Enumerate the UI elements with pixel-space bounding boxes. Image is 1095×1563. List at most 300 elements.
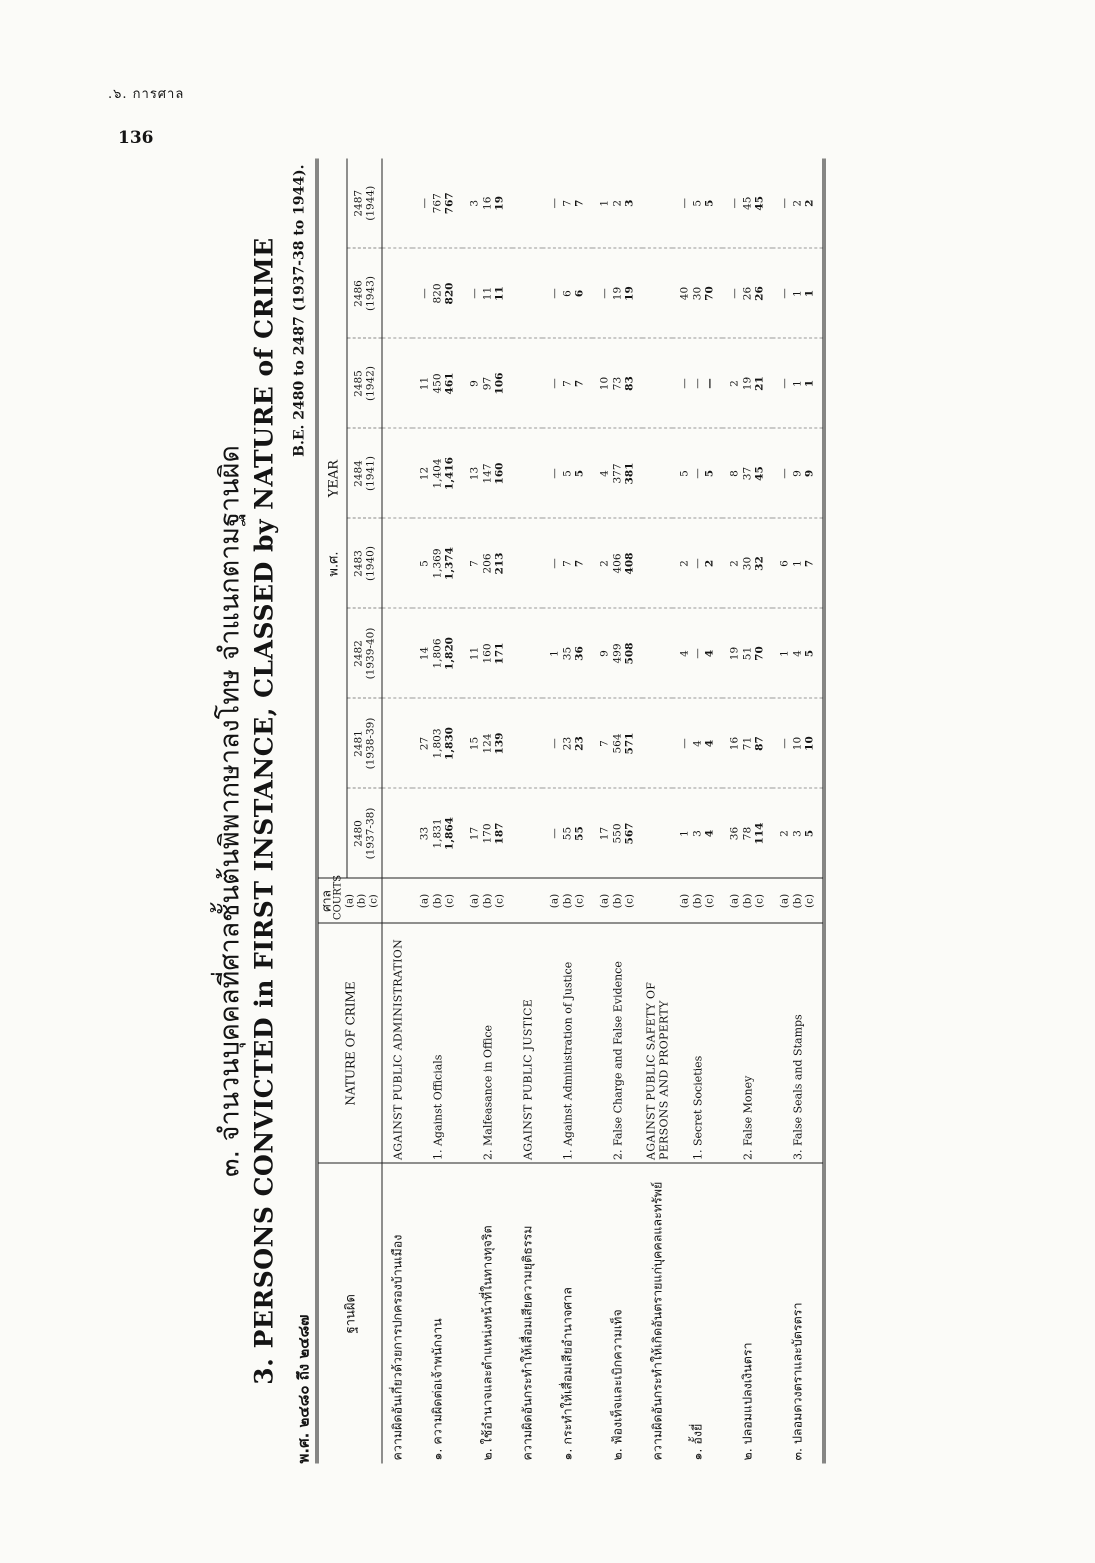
value-a: 7 <box>468 560 481 567</box>
value-a: 9 <box>598 650 611 657</box>
value-total: 45 <box>753 466 766 481</box>
year-be: 2483 <box>352 550 365 577</box>
table-row <box>723 159 773 1464</box>
value-a: 3 <box>468 199 481 207</box>
value-total: 10 <box>803 736 816 751</box>
value-b: 4 <box>791 650 804 657</box>
year-header <box>347 159 382 249</box>
value-b: 19 <box>611 286 624 301</box>
court-codes <box>513 879 543 924</box>
value-cell <box>593 519 643 609</box>
value-b: 1 <box>791 290 804 297</box>
value-b: 2 <box>611 199 624 207</box>
value-cell <box>382 519 413 609</box>
value-a: 27 <box>418 736 431 751</box>
crime-english-name: 1. Against Officials <box>413 924 463 1164</box>
value-a: 1 <box>778 650 791 657</box>
value-cell <box>463 699 513 789</box>
value-a: 1 <box>678 830 691 837</box>
value-cell <box>593 609 643 699</box>
running-header: .๖. การศาล <box>108 87 185 102</box>
value-a: 8 <box>728 470 741 477</box>
value-cell <box>513 159 543 249</box>
value-a: 33 <box>418 826 431 841</box>
year-ce: (1942) <box>364 366 377 401</box>
value-cell <box>723 789 773 879</box>
value-total: 7 <box>573 379 586 388</box>
value-cell <box>413 789 463 879</box>
value-b: — <box>691 378 704 389</box>
value-cell <box>513 699 543 789</box>
value-cell <box>513 789 543 879</box>
value-cell <box>543 339 593 429</box>
value-b: 147 <box>481 463 494 484</box>
header-thai-col: ฐานผิด <box>317 1164 382 1464</box>
value-a: — <box>778 288 791 299</box>
value-cell <box>723 339 773 429</box>
value-total: 55 <box>573 826 586 841</box>
value-b: 2 <box>791 199 804 207</box>
value-total: 5 <box>803 649 816 658</box>
title-thai: ๓. จำนวนบุคคลที่ศาลชั้นต้นพิพากษาลงโทษ จำแนกตามฐานผิด <box>214 445 246 1177</box>
value-a: — <box>548 558 561 569</box>
value-cell <box>673 339 723 429</box>
value-b: 406 <box>611 553 624 574</box>
value-a: 5 <box>678 470 691 477</box>
value-cell <box>513 339 543 429</box>
value-a: — <box>418 288 431 299</box>
value-cell <box>723 519 773 609</box>
value-a: 11 <box>418 376 431 391</box>
value-b: 3 <box>691 830 704 837</box>
crime-table <box>316 159 826 1464</box>
table-row <box>773 159 825 1464</box>
value-total: 21 <box>753 376 766 391</box>
value-a: 13 <box>468 466 481 481</box>
value-total: 5 <box>703 469 716 478</box>
value-total: 19 <box>623 286 636 301</box>
value-b: 4 <box>691 740 704 747</box>
value-total: 19 <box>493 195 506 211</box>
year-be: 2484 <box>352 460 365 487</box>
table-row <box>673 159 723 1464</box>
crime-english-name: 2. False Charge and False Evidence <box>593 924 643 1164</box>
value-cell <box>413 519 463 609</box>
value-b: 6 <box>561 290 574 297</box>
value-total: 106 <box>493 372 506 395</box>
value-cell <box>673 609 723 699</box>
value-b: 30 <box>741 556 754 571</box>
crime-english-name: 2. Malfeasance in Office <box>463 924 513 1164</box>
value-cell <box>463 159 513 249</box>
value-total: 32 <box>753 556 766 571</box>
value-cell <box>673 789 723 879</box>
value-total: 5 <box>573 469 586 478</box>
year-header <box>347 789 382 879</box>
value-cell <box>463 339 513 429</box>
court-codes <box>643 879 673 924</box>
value-cell <box>413 339 463 429</box>
court-codes: (a) (b) (c) <box>673 879 723 924</box>
value-total: — <box>703 378 716 389</box>
value-total: 381 <box>623 462 636 485</box>
value-cell <box>543 699 593 789</box>
period-thai: พ.ศ. ๒๔๘๐ ถึง ๒๔๘๗ <box>294 1314 313 1464</box>
crime-english-name: 1. Secret Societies <box>673 924 723 1164</box>
value-b: 7 <box>561 560 574 567</box>
value-cell <box>513 249 543 339</box>
value-cell <box>593 429 643 519</box>
value-total: 5 <box>803 829 816 838</box>
value-total: 160 <box>493 462 506 485</box>
value-cell <box>593 339 643 429</box>
value-total: 171 <box>493 642 506 665</box>
crime-thai-name: ๑. กระทำให้เสื่อมเสียอำนาจศาล <box>543 1164 593 1464</box>
value-cell <box>593 159 643 249</box>
value-b: 499 <box>611 643 624 664</box>
year-ce: (1940) <box>364 546 377 581</box>
year-be: 2487 <box>352 189 365 217</box>
crime-thai-name: ความผิดอันเกี่ยวด้วยการปกครองบ้านเมือง <box>382 1164 413 1464</box>
value-cell <box>673 249 723 339</box>
crime-english-name: 2. False Money <box>723 924 773 1164</box>
value-total: 139 <box>493 732 506 755</box>
year-ce: (1937-38) <box>364 807 377 860</box>
year-header <box>347 519 382 609</box>
crime-english-name: AGAINST PUBLIC JUSTICE <box>513 924 543 1164</box>
value-a: 15 <box>468 736 481 751</box>
page-number: 136 <box>118 128 154 148</box>
year-ce: (1939-40) <box>364 627 377 680</box>
value-total: 7 <box>573 199 586 207</box>
crime-thai-name: ๓. ปลอมดวงตราและบัตรตรา <box>773 1164 825 1464</box>
value-total: 9 <box>803 469 816 478</box>
value-b: 1,806 <box>431 638 444 669</box>
value-total: 87 <box>753 736 766 751</box>
value-a: 17 <box>468 826 481 841</box>
value-cell <box>463 429 513 519</box>
court-codes: (a) (b) (c) <box>543 879 593 924</box>
crime-thai-name: ๒. ฟ้องเท็จและเบิกความเท็จ <box>593 1164 643 1464</box>
value-b: 9 <box>791 470 804 477</box>
value-total: 820 <box>443 282 456 305</box>
value-total: 70 <box>753 646 766 661</box>
value-total: 213 <box>493 552 506 575</box>
value-cell <box>543 519 593 609</box>
courts-english: COURTS <box>332 874 343 920</box>
court-codes: (a) (b) (c) <box>463 879 513 924</box>
value-a: 7 <box>598 740 611 747</box>
value-total: 187 <box>493 822 506 845</box>
rotated-table-page <box>206 159 966 1464</box>
table-row <box>593 159 643 1464</box>
value-a: — <box>548 738 561 749</box>
value-a: 1 <box>548 650 561 657</box>
category-row <box>513 159 543 1464</box>
year-group-thai: พ.ศ. <box>326 551 341 577</box>
value-total: 1 <box>803 379 816 388</box>
value-a: — <box>548 378 561 389</box>
value-cell <box>643 339 673 429</box>
value-cell <box>643 789 673 879</box>
value-b: 5 <box>561 470 574 477</box>
value-b: — <box>691 468 704 479</box>
value-b: 78 <box>741 826 754 841</box>
value-cell <box>382 609 413 699</box>
year-ce: (1944) <box>364 185 377 221</box>
value-a: — <box>548 828 561 839</box>
crime-english-name: 3. False Seals and Stamps <box>773 924 825 1164</box>
value-a: — <box>728 198 741 209</box>
value-total: 571 <box>623 732 636 755</box>
value-cell <box>513 429 543 519</box>
value-b: 35 <box>561 646 574 661</box>
year-be: 2485 <box>352 370 365 397</box>
value-b: 71 <box>741 736 754 751</box>
value-b: 19 <box>741 376 754 391</box>
value-cell <box>643 699 673 789</box>
value-b: 30 <box>691 286 704 301</box>
value-a: 2 <box>778 830 791 837</box>
value-total: 4 <box>703 739 716 748</box>
value-cell <box>543 159 593 249</box>
year-ce: (1941) <box>364 456 377 491</box>
value-cell <box>382 249 413 339</box>
value-a: 9 <box>468 380 481 387</box>
value-total: 2 <box>803 199 816 207</box>
value-a: 19 <box>728 646 741 661</box>
value-a: 10 <box>598 376 611 391</box>
value-b: 7 <box>561 380 574 387</box>
year-header <box>347 249 382 339</box>
value-b: 767 <box>431 193 444 214</box>
value-cell <box>513 519 543 609</box>
value-total: 7 <box>573 559 586 568</box>
value-b: 124 <box>481 733 494 754</box>
value-total: 461 <box>443 372 456 395</box>
value-total: 1 <box>803 289 816 298</box>
year-group-english: YEAR <box>326 459 341 498</box>
value-a: — <box>548 198 561 209</box>
period-english: B.E. 2480 to 2487 (1937-38 to 1944). <box>291 164 308 457</box>
year-ce: (1938-39) <box>364 717 377 770</box>
value-b: 7 <box>561 199 574 207</box>
value-total: 5 <box>703 199 716 207</box>
value-cell <box>413 159 463 249</box>
courts-codes: (a) (b) (c) <box>344 893 379 909</box>
value-cell <box>413 429 463 519</box>
court-codes: (a) (b) (c) <box>413 879 463 924</box>
value-b: 16 <box>481 196 494 210</box>
value-a: 5 <box>418 560 431 567</box>
crime-thai-name: ๒. ใช้อำนาจและตำแหน่งหน้าที่ในทางทุจริต <box>463 1164 513 1464</box>
value-cell <box>723 699 773 789</box>
year-header <box>347 609 382 699</box>
value-cell <box>543 609 593 699</box>
value-a: — <box>468 288 481 299</box>
value-a: 2 <box>598 560 611 567</box>
value-total: 36 <box>573 646 586 661</box>
value-total: 11 <box>493 286 506 301</box>
value-cell <box>382 159 413 249</box>
value-cell <box>382 699 413 789</box>
courts-thai: ศาล <box>319 890 333 912</box>
value-a: 2 <box>728 560 741 567</box>
value-total: 1,864 <box>443 817 456 850</box>
value-cell <box>773 339 825 429</box>
value-b: 10 <box>791 736 804 751</box>
value-a: 16 <box>728 736 741 751</box>
value-b: 51 <box>741 646 754 661</box>
value-total: 767 <box>443 192 456 215</box>
court-codes <box>382 879 413 924</box>
value-cell <box>413 609 463 699</box>
court-codes: (a) (b) (c) <box>593 879 643 924</box>
value-total: 4 <box>703 829 716 838</box>
category-row <box>382 159 413 1464</box>
value-b: 26 <box>741 286 754 301</box>
value-b: 206 <box>481 553 494 574</box>
value-cell <box>643 519 673 609</box>
value-cell <box>773 159 825 249</box>
value-cell <box>673 429 723 519</box>
crime-thai-name: ๒. ปลอมแปลงเงินตรา <box>723 1164 773 1464</box>
value-cell <box>382 429 413 519</box>
value-b: — <box>691 558 704 569</box>
value-a: 2 <box>678 560 691 567</box>
value-b: 550 <box>611 823 624 844</box>
value-total: 23 <box>573 736 586 751</box>
value-total: 4 <box>703 649 716 658</box>
crime-thai-name: ๑. อั้งยี่ <box>673 1164 723 1464</box>
value-b: 11 <box>481 286 494 301</box>
year-be: 2486 <box>352 280 365 307</box>
year-header <box>347 699 382 789</box>
value-cell <box>382 789 413 879</box>
value-cell <box>773 519 825 609</box>
value-a: 1 <box>598 199 611 207</box>
value-b: — <box>691 648 704 659</box>
value-cell <box>723 249 773 339</box>
value-total: 70 <box>703 286 716 301</box>
value-cell <box>463 609 513 699</box>
value-cell <box>543 789 593 879</box>
value-cell <box>593 789 643 879</box>
value-cell <box>513 609 543 699</box>
value-a: — <box>778 378 791 389</box>
value-b: 170 <box>481 823 494 844</box>
value-cell <box>413 249 463 339</box>
table-row <box>543 159 593 1464</box>
header-nature-col: NATURE OF CRIME <box>317 924 382 1164</box>
value-a: 4 <box>678 650 691 657</box>
value-cell <box>382 339 413 429</box>
year-header <box>347 429 382 519</box>
value-total: 83 <box>623 376 636 391</box>
value-cell <box>643 609 673 699</box>
value-total: 567 <box>623 822 636 845</box>
crime-english-name: AGAINST PUBLIC SAFETY OF PERSONS AND PROPERTY <box>643 924 673 1164</box>
year-be: 2482 <box>352 640 365 667</box>
value-b: 1,369 <box>431 548 444 579</box>
value-b: 5 <box>691 199 704 207</box>
crime-english-name: 1. Against Administration of Justice <box>543 924 593 1164</box>
value-cell <box>673 519 723 609</box>
value-b: 37 <box>741 466 754 481</box>
value-cell <box>773 429 825 519</box>
value-cell <box>543 249 593 339</box>
value-a: — <box>678 378 691 389</box>
value-cell <box>463 249 513 339</box>
crime-thai-name: ๑. ความผิดต่อเจ้าพนักงาน <box>413 1164 463 1464</box>
value-a: — <box>728 288 741 299</box>
value-cell <box>643 249 673 339</box>
value-cell <box>593 699 643 789</box>
year-group-header <box>317 159 347 879</box>
value-a: 6 <box>778 560 791 567</box>
value-total: 7 <box>803 559 816 568</box>
value-total: 1,820 <box>443 637 456 670</box>
value-total: 508 <box>623 642 636 665</box>
value-a: 40 <box>678 286 691 301</box>
value-a: — <box>778 198 791 209</box>
value-b: 1,831 <box>431 818 444 849</box>
table-row <box>413 159 463 1464</box>
value-a: — <box>598 288 611 299</box>
value-total: 1,830 <box>443 727 456 760</box>
value-b: 820 <box>431 283 444 304</box>
value-cell <box>643 429 673 519</box>
value-total: 114 <box>753 822 766 845</box>
value-a: 36 <box>728 826 741 841</box>
value-a: 11 <box>468 646 481 661</box>
table-row <box>463 159 513 1464</box>
value-total: 408 <box>623 552 636 575</box>
value-total: 45 <box>753 195 766 211</box>
value-cell <box>643 159 673 249</box>
value-a: 12 <box>418 466 431 481</box>
value-a: — <box>548 468 561 479</box>
court-codes: (a) (b) (c) <box>773 879 825 924</box>
value-cell <box>463 519 513 609</box>
value-cell <box>773 699 825 789</box>
value-a: 2 <box>728 380 741 387</box>
value-b: 1 <box>791 560 804 567</box>
value-b: 55 <box>561 826 574 841</box>
year-ce: (1943) <box>364 276 377 311</box>
value-cell <box>463 789 513 879</box>
header-courts-col <box>317 874 382 924</box>
value-a: — <box>678 738 691 749</box>
value-b: 97 <box>481 376 494 391</box>
value-a: 14 <box>418 646 431 661</box>
value-a: 17 <box>598 826 611 841</box>
value-cell <box>543 429 593 519</box>
year-be: 2481 <box>352 730 365 757</box>
value-b: 1,404 <box>431 458 444 489</box>
category-row <box>643 159 673 1464</box>
value-b: 377 <box>611 463 624 484</box>
value-a: — <box>678 198 691 209</box>
value-b: 3 <box>791 830 804 837</box>
value-a: — <box>418 198 431 209</box>
value-a: — <box>778 468 791 479</box>
value-a: — <box>548 288 561 299</box>
crime-thai-name: ความผิดอันกระทำให้เสื่อมเสียความยุติธรรม <box>513 1164 543 1464</box>
value-cell <box>773 609 825 699</box>
value-b: 73 <box>611 376 624 391</box>
value-a: — <box>778 738 791 749</box>
